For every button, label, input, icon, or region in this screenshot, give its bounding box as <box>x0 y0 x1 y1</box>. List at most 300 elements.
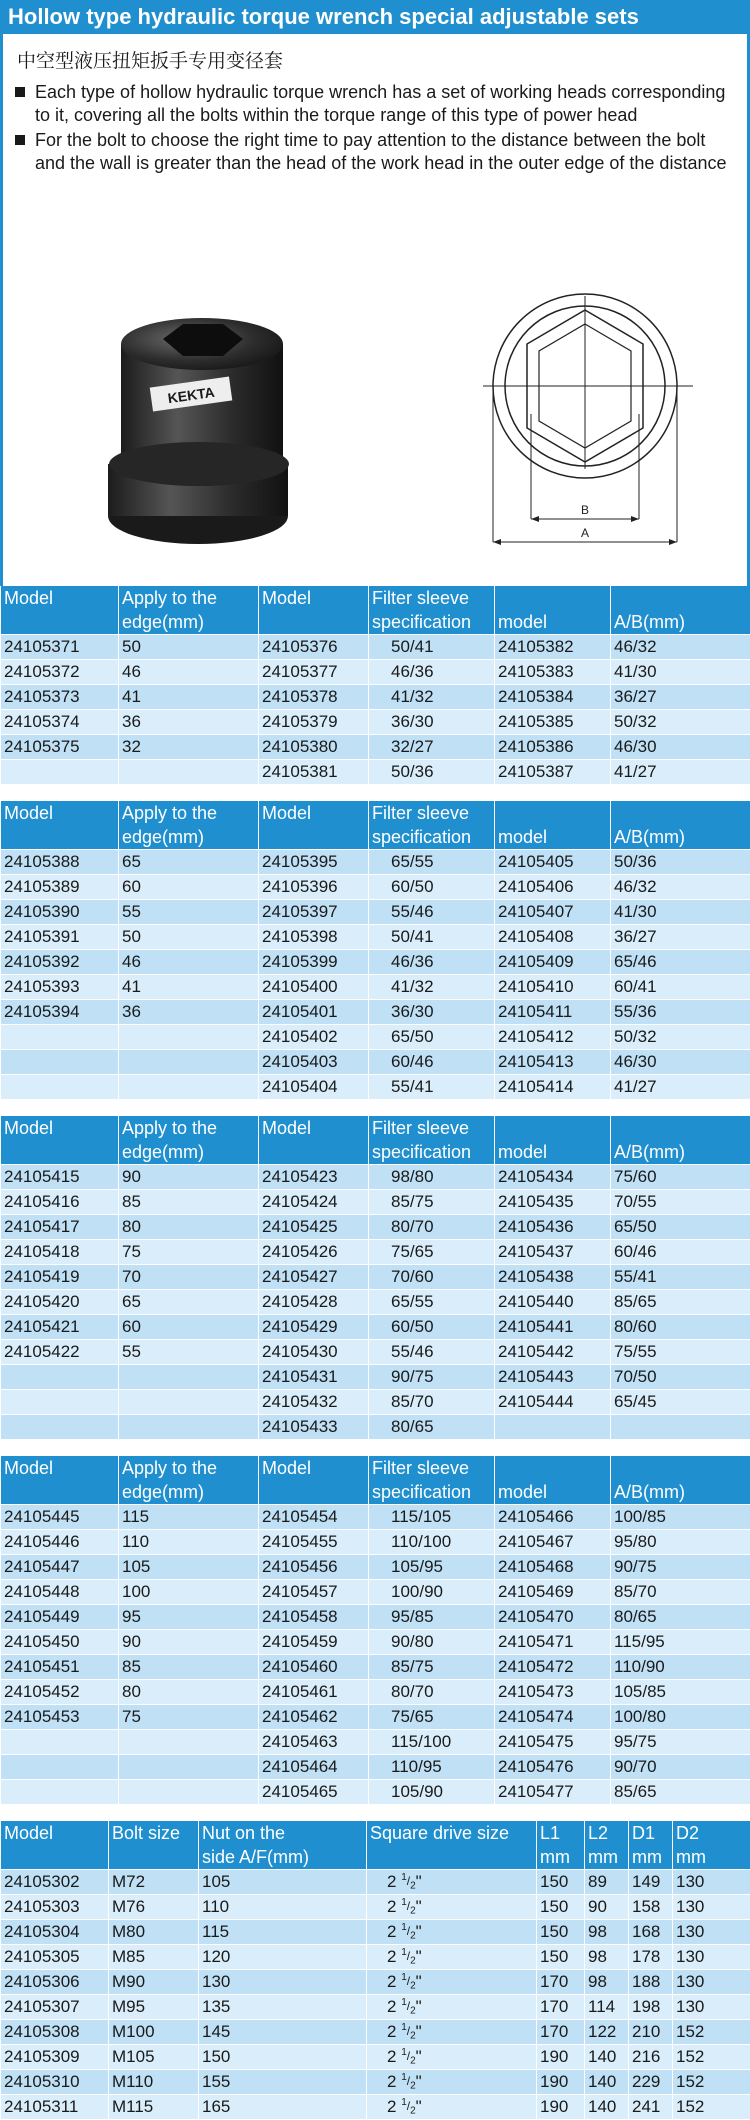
table-row <box>1 1025 750 1050</box>
socket-photo <box>108 318 289 544</box>
col-header-bolt-size: Bolt size <box>109 1821 199 1870</box>
table-cell: 150 <box>537 1895 585 1920</box>
table-cell: 24105391 <box>1 925 119 950</box>
table-cell: 24105416 <box>1 1190 119 1215</box>
table-cell: 46/30 <box>611 735 750 760</box>
table-cell: 24105452 <box>1 1680 119 1705</box>
table-cell: 24105477 <box>495 1780 611 1805</box>
table-cell: 24105420 <box>1 1290 119 1315</box>
table-row <box>1 1780 750 1805</box>
table-cell: 105 <box>199 1870 367 1895</box>
table-cell: 24105464 <box>259 1755 369 1780</box>
col-header-ab: A/B(mm) <box>611 801 750 850</box>
table-cell: 24105442 <box>495 1340 611 1365</box>
table-cell: 70/55 <box>611 1190 750 1215</box>
table-cell: 98 <box>585 1970 629 1995</box>
table-cell: 24105413 <box>495 1050 611 1075</box>
col-header-model: Model <box>1 1821 109 1870</box>
table-row <box>1 1730 750 1755</box>
table-cell: 24105396 <box>259 875 369 900</box>
table-cell: 24105394 <box>1 1000 119 1025</box>
table-cell: 105/95 <box>369 1555 495 1580</box>
table-cell: 24105411 <box>495 1000 611 1025</box>
table-cell: 65/46 <box>611 950 750 975</box>
table-cell: 50/32 <box>611 1025 750 1050</box>
table-cell: 65/50 <box>369 1025 495 1050</box>
table-cell: 98 <box>585 1945 629 1970</box>
table-cell: M85 <box>109 1945 199 1970</box>
table-cell: 115 <box>119 1505 259 1530</box>
table-cell: 190 <box>537 2095 585 2120</box>
table-row <box>1 1340 750 1365</box>
table-row <box>1 1165 750 1190</box>
table-cell: 70/60 <box>369 1265 495 1290</box>
chinese-title: 中空型液压扭矩扳手专用变径套 <box>17 46 737 73</box>
table-cell: 24105376 <box>259 635 369 660</box>
table-row <box>1 1390 750 1415</box>
table-cell: 60/46 <box>611 1240 750 1265</box>
drive-size-cell: 2 $^1/_2$" <box>367 1945 537 1970</box>
table-row <box>1 1505 750 1530</box>
col-header-filter-sleeve: Filter sleeve specification <box>369 1456 495 1505</box>
table-cell: 95/85 <box>369 1605 495 1630</box>
table-cell: 36/30 <box>369 710 495 735</box>
table-cell: 24105390 <box>1 900 119 925</box>
table-row <box>1 2020 750 2045</box>
table-cell: 24105458 <box>259 1605 369 1630</box>
table-cell: 46/32 <box>611 875 750 900</box>
table-row <box>1 850 750 875</box>
table-cell: 178 <box>629 1945 673 1970</box>
table-cell: 80/70 <box>369 1680 495 1705</box>
table-cell: 50/41 <box>369 925 495 950</box>
table-cell: 24105461 <box>259 1680 369 1705</box>
table-row <box>1 635 750 660</box>
table-cell: 24105474 <box>495 1705 611 1730</box>
table-cell: 130 <box>673 1895 750 1920</box>
col-header-apply-edge: Apply to the edge(mm) <box>119 1456 259 1505</box>
table-row <box>1 1050 750 1075</box>
table-cell: 24105418 <box>1 1240 119 1265</box>
table-row <box>1 1190 750 1215</box>
table-cell: M100 <box>109 2020 199 2045</box>
table-cell <box>1 760 119 785</box>
table-cell: 24105412 <box>495 1025 611 1050</box>
table-cell: 24105372 <box>1 660 119 685</box>
table-cell: 188 <box>629 1970 673 1995</box>
table-cell <box>119 1050 259 1075</box>
table-cell: 70 <box>119 1265 259 1290</box>
table-cell: M90 <box>109 1970 199 1995</box>
table-cell: 130 <box>673 1870 750 1895</box>
table-cell: 65 <box>119 850 259 875</box>
col-header-model: model <box>495 586 611 635</box>
table-cell: 170 <box>537 2020 585 2045</box>
table-row <box>1 1290 750 1315</box>
table-cell: 90/75 <box>369 1365 495 1390</box>
table-row <box>1 1630 750 1655</box>
table-cell: 105/85 <box>611 1680 750 1705</box>
table-row <box>1 900 750 925</box>
table-cell: 140 <box>585 2070 629 2095</box>
table-cell: 24105441 <box>495 1315 611 1340</box>
table-cell: 24105380 <box>259 735 369 760</box>
table-cell: 122 <box>585 2020 629 2045</box>
table-cell: 24105443 <box>495 1365 611 1390</box>
section-gap <box>0 1805 750 1821</box>
table-cell: 65/45 <box>611 1390 750 1415</box>
table-cell: 24105457 <box>259 1580 369 1605</box>
table-cell: 24105306 <box>1 1970 109 1995</box>
table-cell: M115 <box>109 2095 199 2120</box>
table-header-row <box>1 801 750 850</box>
table-cell: 24105465 <box>259 1780 369 1805</box>
section-gap <box>0 1100 750 1116</box>
drive-size-cell: 2 $^1/_2$" <box>367 1970 537 1995</box>
table-cell: 85/70 <box>369 1390 495 1415</box>
col-header-model: Model <box>1 586 119 635</box>
table-cell: 24105387 <box>495 760 611 785</box>
table-cell: 24105427 <box>259 1265 369 1290</box>
table-cell: 115/100 <box>369 1730 495 1755</box>
table-cell <box>119 1365 259 1390</box>
drive-size-cell: 2 $^1/_2$" <box>367 1895 537 1920</box>
table-cell: 145 <box>199 2020 367 2045</box>
table-cell: 95/75 <box>611 1730 750 1755</box>
table-cell: 50/36 <box>611 850 750 875</box>
table-row <box>1 1680 750 1705</box>
table-cell: 24105385 <box>495 710 611 735</box>
table-cell <box>1 1415 119 1440</box>
table-cell: 24105422 <box>1 1340 119 1365</box>
table-cell: M72 <box>109 1870 199 1895</box>
table-cell <box>1 1050 119 1075</box>
table-cell: 46 <box>119 950 259 975</box>
table-row <box>1 1970 750 1995</box>
table-cell: 170 <box>537 1970 585 1995</box>
table-cell: 46/36 <box>369 660 495 685</box>
table-row <box>1 1315 750 1340</box>
table-cell: 75/65 <box>369 1240 495 1265</box>
table-cell <box>1 1780 119 1805</box>
table-row <box>1 1555 750 1580</box>
table-cell: 24105437 <box>495 1240 611 1265</box>
table-cell: 24105444 <box>495 1390 611 1415</box>
table-cell: 75 <box>119 1705 259 1730</box>
table-cell: 41/30 <box>611 900 750 925</box>
table-row <box>1 760 750 785</box>
table-cell: 24105419 <box>1 1265 119 1290</box>
table-row <box>1 1240 750 1265</box>
table-cell: 24105407 <box>495 900 611 925</box>
table-cell: 130 <box>673 1945 750 1970</box>
table-cell: 150 <box>537 1920 585 1945</box>
table-cell: 24105305 <box>1 1945 109 1970</box>
square-bullet-icon <box>15 87 25 97</box>
table-cell: 60 <box>119 875 259 900</box>
col-header-ab: A/B(mm) <box>611 1116 750 1165</box>
table-cell: 150 <box>199 2045 367 2070</box>
table-cell: 130 <box>199 1970 367 1995</box>
table-cell: 24105304 <box>1 1920 109 1945</box>
table-cell: 46 <box>119 660 259 685</box>
table-cell: 24105378 <box>259 685 369 710</box>
table-cell: 80 <box>119 1680 259 1705</box>
bullet-item <box>13 129 737 175</box>
adjustable-set-tables <box>0 586 750 1805</box>
table-cell: 24105406 <box>495 875 611 900</box>
drive-size-cell: 2 $^1/_2$" <box>367 2020 537 2045</box>
table-row <box>1 1580 750 1605</box>
table-cell: 168 <box>629 1920 673 1945</box>
table-cell: 36/30 <box>369 1000 495 1025</box>
table-cell: 24105468 <box>495 1555 611 1580</box>
table-cell: 55/46 <box>369 900 495 925</box>
table-cell: 135 <box>199 1995 367 2020</box>
table-cell: 32 <box>119 735 259 760</box>
drive-size-cell: 2 $^1/_2$" <box>367 1870 537 1895</box>
table-cell: 165 <box>199 2095 367 2120</box>
table-cell: 36 <box>119 710 259 735</box>
table-cell: 24105389 <box>1 875 119 900</box>
table-cell: 41/32 <box>369 685 495 710</box>
table-cell: 90/80 <box>369 1630 495 1655</box>
table-cell: 80/65 <box>369 1415 495 1440</box>
table-cell: 24105428 <box>259 1290 369 1315</box>
table-row <box>1 1945 750 1970</box>
table-cell: 24105476 <box>495 1755 611 1780</box>
table-cell: 24105375 <box>1 735 119 760</box>
table-row <box>1 925 750 950</box>
drive-size-cell: 2 $^1/_2$" <box>367 1995 537 2020</box>
table-cell <box>119 760 259 785</box>
table-cell: 90/70 <box>611 1755 750 1780</box>
table-cell: 115 <box>199 1920 367 1945</box>
table-cell: 110 <box>199 1895 367 1920</box>
table-cell <box>119 1390 259 1415</box>
table-cell: 85/75 <box>369 1655 495 1680</box>
table-cell: 24105463 <box>259 1730 369 1755</box>
table-cell: 130 <box>673 1995 750 2020</box>
col-header-l1: L1 mm <box>537 1821 585 1870</box>
table-cell: 152 <box>673 2045 750 2070</box>
table-cell: 120 <box>199 1945 367 1970</box>
table-cell: 155 <box>199 2070 367 2095</box>
table-row <box>1 1755 750 1780</box>
table-cell: 24105409 <box>495 950 611 975</box>
table-cell: 24105436 <box>495 1215 611 1240</box>
col-header-filter-sleeve: Filter sleeve specification <box>369 1116 495 1165</box>
table-cell: 60/46 <box>369 1050 495 1075</box>
table-cell: 24105379 <box>259 710 369 735</box>
table-cell: M95 <box>109 1995 199 2020</box>
table-cell: 90 <box>119 1630 259 1655</box>
table-cell: 110/100 <box>369 1530 495 1555</box>
table-cell: 41/27 <box>611 760 750 785</box>
table-row <box>1 710 750 735</box>
table-cell: 70/50 <box>611 1365 750 1390</box>
table-cell: 80/65 <box>611 1605 750 1630</box>
table-cell: 24105450 <box>1 1630 119 1655</box>
bullet-text: For the bolt to choose the right time to pay attention to the distance between the bolt and the wall is greater than the head of the work head in the outer edge of the distance <box>35 129 737 175</box>
table-cell: 24105374 <box>1 710 119 735</box>
col-header-model: Model <box>1 801 119 850</box>
table-cell: 85/70 <box>611 1580 750 1605</box>
table-cell: 60 <box>119 1315 259 1340</box>
table-cell: 55 <box>119 900 259 925</box>
table-cell: 24105397 <box>259 900 369 925</box>
table-cell: 24105471 <box>495 1630 611 1655</box>
table-cell: 75/60 <box>611 1165 750 1190</box>
col-header-apply-edge: Apply to the edge(mm) <box>119 1116 259 1165</box>
col-header-model: Model <box>259 801 369 850</box>
table-cell: 152 <box>673 2070 750 2095</box>
table-cell: 24105403 <box>259 1050 369 1075</box>
table-cell: 24105466 <box>495 1505 611 1530</box>
table-cell: 46/36 <box>369 950 495 975</box>
drive-size-cell: 2 $^1/_2$" <box>367 2095 537 2120</box>
table-cell: 24105434 <box>495 1165 611 1190</box>
set-table-4 <box>0 1456 750 1805</box>
table-row <box>1 1265 750 1290</box>
table-cell: 24105309 <box>1 2045 109 2070</box>
table-cell: 24105435 <box>495 1190 611 1215</box>
col-header-model: Model <box>1 1456 119 1505</box>
col-header-ab: A/B(mm) <box>611 586 750 635</box>
table-cell: 170 <box>537 1995 585 2020</box>
col-header-apply-edge: Apply to the edge(mm) <box>119 586 259 635</box>
table-cell: 24105398 <box>259 925 369 950</box>
table-cell: 24105423 <box>259 1165 369 1190</box>
col-header-ab: A/B(mm) <box>611 1456 750 1505</box>
table-cell: 24105470 <box>495 1605 611 1630</box>
table-row <box>1 975 750 1000</box>
table-cell <box>1 1365 119 1390</box>
table-cell: 80 <box>119 1215 259 1240</box>
table-cell <box>495 1415 611 1440</box>
table-cell: 41/32 <box>369 975 495 1000</box>
table-cell: 85/75 <box>369 1190 495 1215</box>
table-cell: 90/75 <box>611 1555 750 1580</box>
table-cell: 24105438 <box>495 1265 611 1290</box>
col-header-nut: Nut on the side A/F(mm) <box>199 1821 367 1870</box>
table-cell: 24105415 <box>1 1165 119 1190</box>
table-cell: 100 <box>119 1580 259 1605</box>
table-cell: 241 <box>629 2095 673 2120</box>
table-cell: 24105386 <box>495 735 611 760</box>
table-cell: 85/65 <box>611 1780 750 1805</box>
table-row <box>1 1920 750 1945</box>
bullet-text: Each type of hollow hydraulic torque wrench has a set of working heads corresponding to it, covering all the bolts within the torque range of this type of power head <box>35 81 737 127</box>
table-cell: 24105462 <box>259 1705 369 1730</box>
table-cell: 24105455 <box>259 1530 369 1555</box>
table-cell: 100/90 <box>369 1580 495 1605</box>
table-cell: 24105469 <box>495 1580 611 1605</box>
table-cell: 24105425 <box>259 1215 369 1240</box>
table-cell: 41/30 <box>611 660 750 685</box>
table-cell: 50/41 <box>369 635 495 660</box>
table-cell: 24105381 <box>259 760 369 785</box>
table-cell: 158 <box>629 1895 673 1920</box>
table-cell: 130 <box>673 1920 750 1945</box>
table-cell <box>119 1415 259 1440</box>
intro-section <box>0 34 750 586</box>
table-cell: 60/41 <box>611 975 750 1000</box>
logo-text: KEKTA <box>167 384 216 406</box>
table-row <box>1 1995 750 2020</box>
table-header-row <box>1 586 750 635</box>
table-cell: 24105429 <box>259 1315 369 1340</box>
table-row <box>1 875 750 900</box>
table-cell: 210 <box>629 2020 673 2045</box>
table-row <box>1 685 750 710</box>
table-cell: 55 <box>119 1340 259 1365</box>
table-row <box>1 950 750 975</box>
set-table-1 <box>0 586 750 785</box>
table-cell: 24105408 <box>495 925 611 950</box>
table-cell <box>119 1730 259 1755</box>
table-cell: 24105382 <box>495 635 611 660</box>
set-table-3 <box>0 1116 750 1440</box>
table-cell: 110/95 <box>369 1755 495 1780</box>
table-cell <box>611 1415 750 1440</box>
table-cell: 36 <box>119 1000 259 1025</box>
table-cell: 140 <box>585 2095 629 2120</box>
table-cell: 50 <box>119 635 259 660</box>
page-title: Hollow type hydraulic torque wrench special adjustable sets <box>0 0 750 34</box>
drive-size-cell: 2 $^1/_2$" <box>367 2045 537 2070</box>
col-header-filter-sleeve: Filter sleeve specification <box>369 801 495 850</box>
table-cell: 41 <box>119 685 259 710</box>
table-cell: 65/50 <box>611 1215 750 1240</box>
table-cell: 24105472 <box>495 1655 611 1680</box>
table-cell: 24105445 <box>1 1505 119 1530</box>
table-cell: 24105388 <box>1 850 119 875</box>
table-cell: 24105410 <box>495 975 611 1000</box>
table-cell: 114 <box>585 1995 629 2020</box>
table-cell: 60/50 <box>369 875 495 900</box>
table-cell <box>119 1025 259 1050</box>
table-cell: 55/36 <box>611 1000 750 1025</box>
table-cell: 95/80 <box>611 1530 750 1555</box>
table-cell <box>1 1390 119 1415</box>
table-cell: 152 <box>673 2095 750 2120</box>
table-row <box>1 1870 750 1895</box>
square-bullet-icon <box>15 135 25 145</box>
table-cell: 98/80 <box>369 1165 495 1190</box>
table-cell <box>1 1075 119 1100</box>
col-header-model: model <box>495 1116 611 1165</box>
col-header-model: model <box>495 801 611 850</box>
table-cell: 36/27 <box>611 925 750 950</box>
table-row <box>1 1605 750 1630</box>
table-row <box>1 1215 750 1240</box>
table-header-row <box>1 1821 750 1870</box>
socket-spec-table <box>0 1821 750 2120</box>
section-gap <box>0 1440 750 1456</box>
table-cell: 24105424 <box>259 1190 369 1215</box>
product-images <box>3 284 747 584</box>
table-cell: 130 <box>673 1970 750 1995</box>
table-cell: M105 <box>109 2045 199 2070</box>
table-cell: 24105395 <box>259 850 369 875</box>
table-cell <box>119 1075 259 1100</box>
table-cell: 24105402 <box>259 1025 369 1050</box>
table-row <box>1 1895 750 1920</box>
table-cell: 41/27 <box>611 1075 750 1100</box>
table-cell: 24105460 <box>259 1655 369 1680</box>
table-cell: 85 <box>119 1655 259 1680</box>
